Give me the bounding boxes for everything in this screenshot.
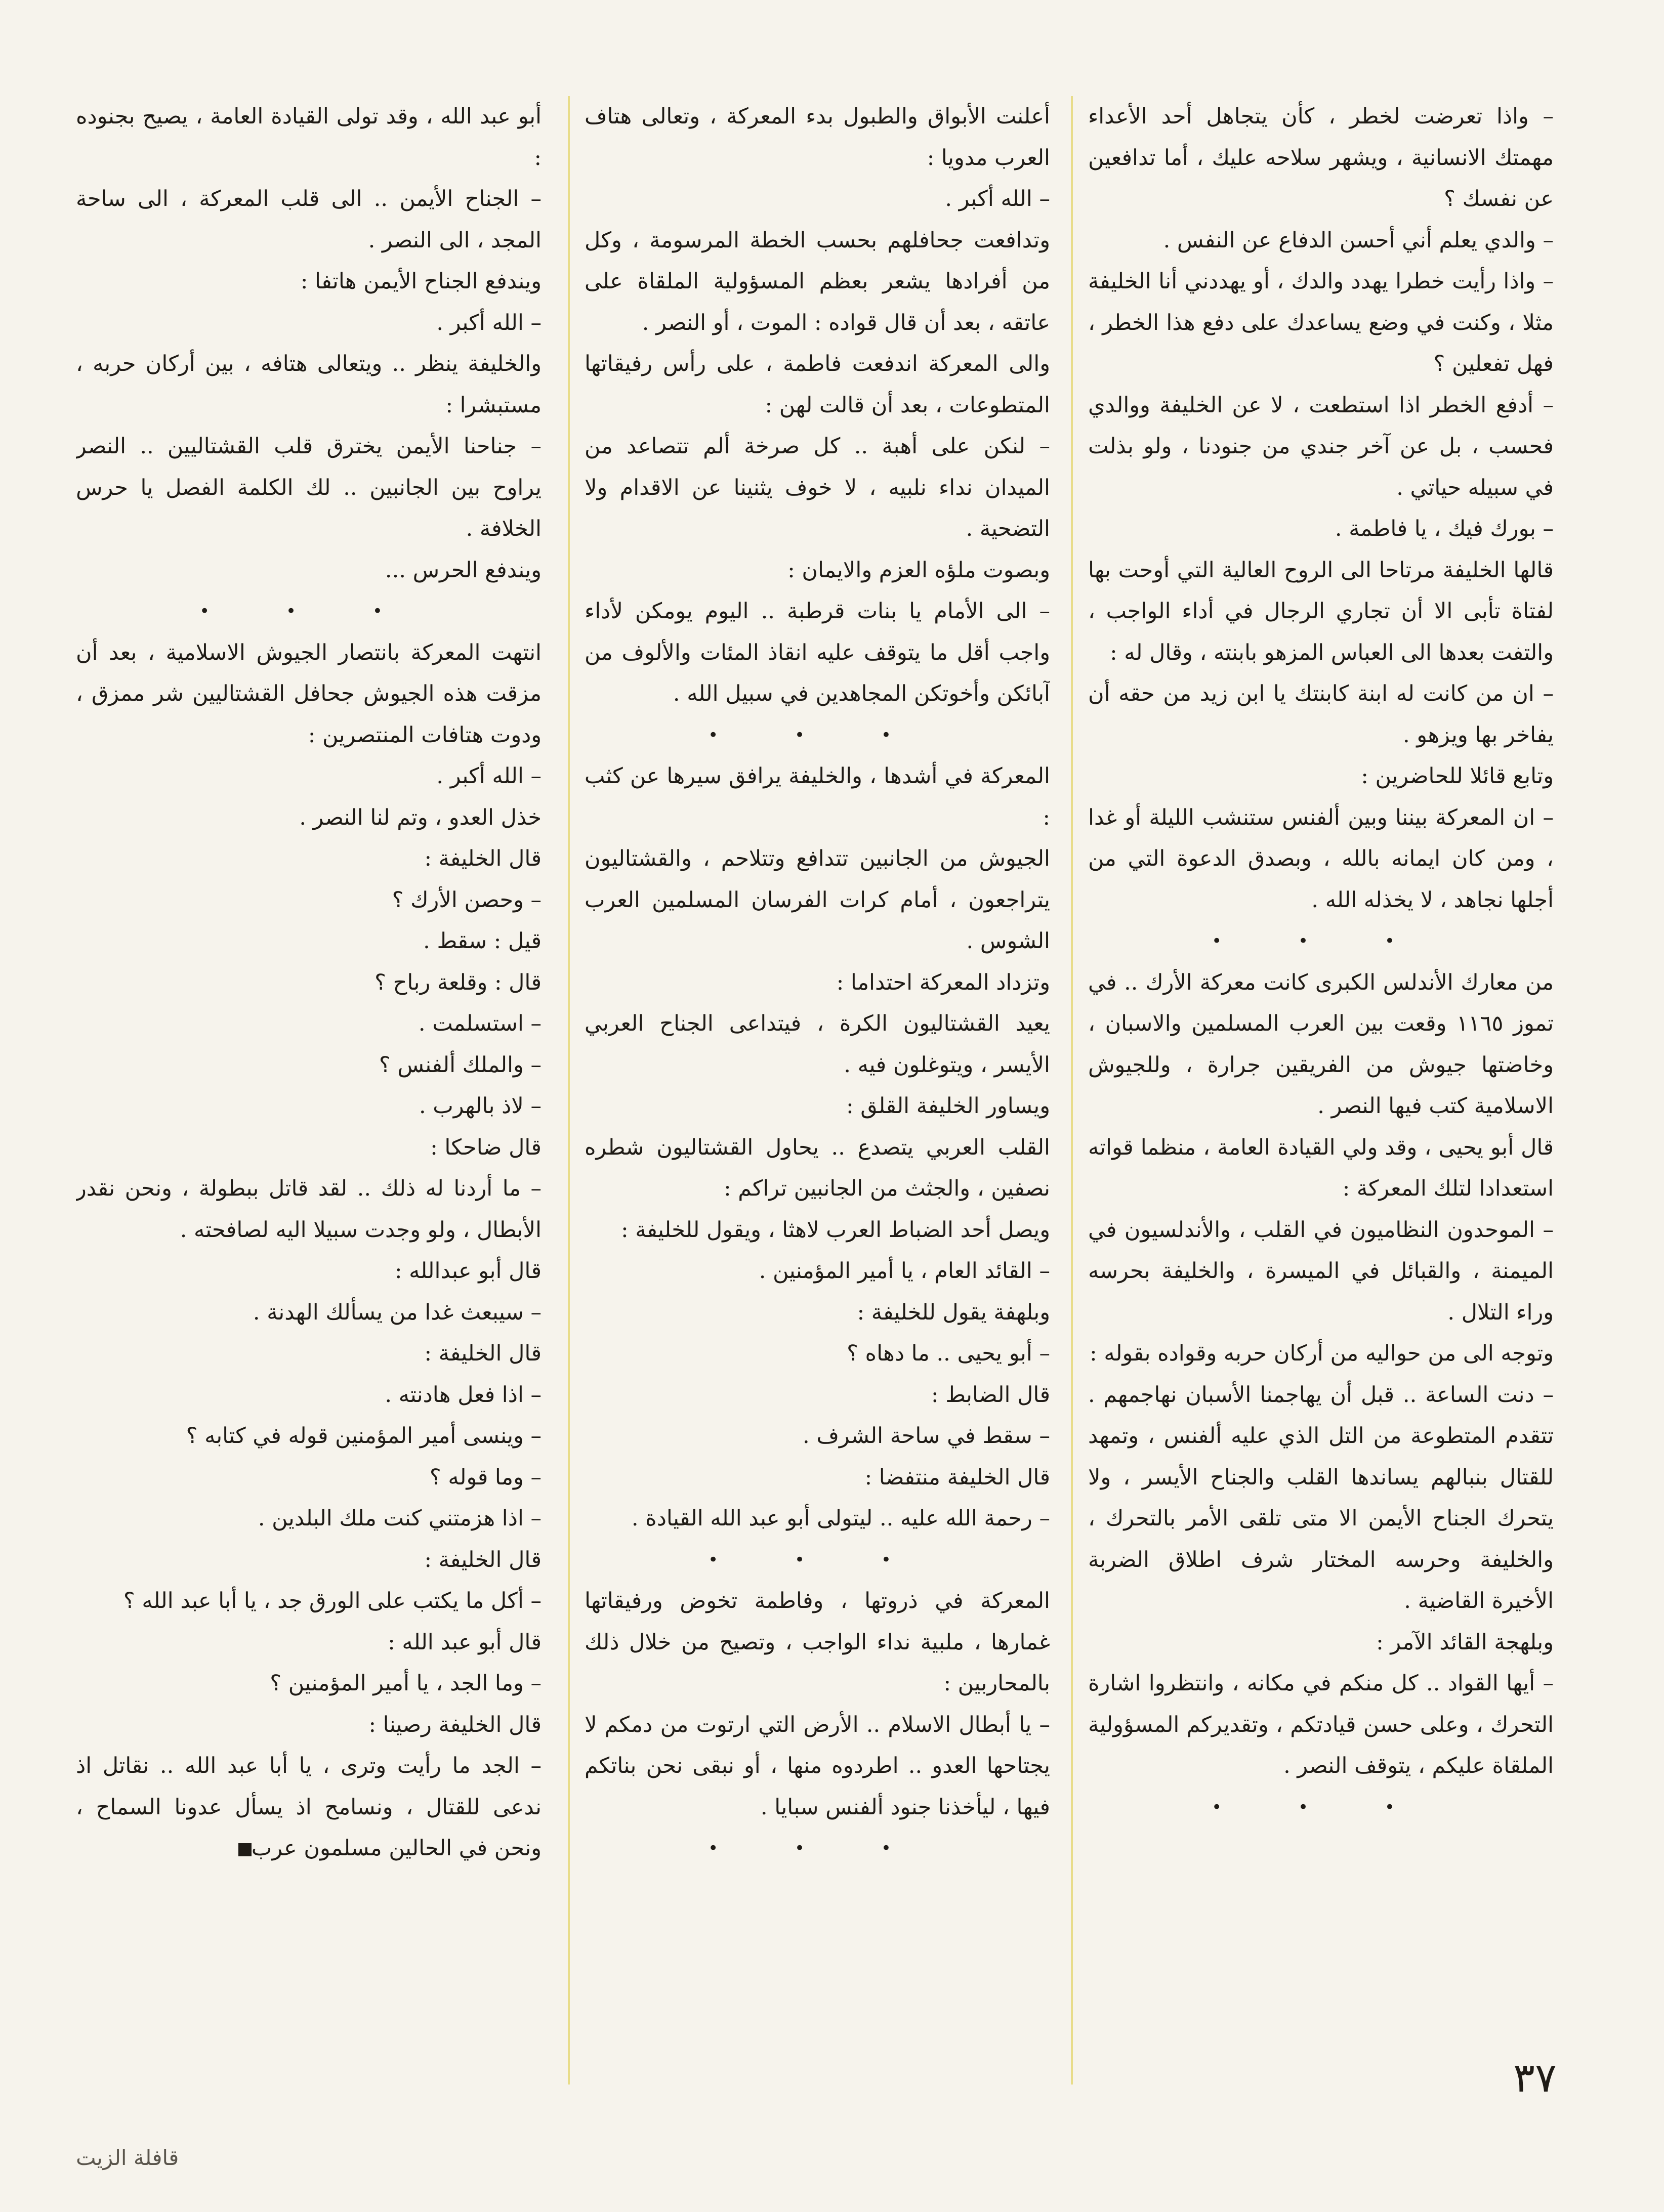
paragraph: انتهت المعركة بانتصار الجيوش الاسلامية ، بعد أن مزقت هذه الجيوش جحافل القشتاليين شر ممزق ، ودوت هتافات المنتصرين : (76, 640, 542, 748)
paragraph: – واذا تعرضت لخطر ، كأن يتجاهل أحد الأعداء مهمتك الانسانية ، ويشهر سلاحه عليك ، أما تدافعين عن نفسك ؟ (1088, 104, 1554, 211)
paragraph: من معارك الأندلس الكبرى كانت معركة الأرك .. في تموز ١١٦٥ وقعت بين العرب المسلمين والاسبان ، وخاضتها جيوش من الفريقين جرارة ، وللجيوش الاسلامية كتب فيها النصر . (1088, 969, 1554, 1119)
paragraph-final-text: – الجد ما رأيت وترى ، يا أبا عبد الله .. نقاتل اذ ندعى للقتال ، ونسامح اذ يسأل عدونا السماح ، ونحن في الحالين مسلمون عرب (76, 1753, 542, 1861)
paragraph: ويساور الخليفة القلق : (846, 1093, 1050, 1119)
section-separator: • • • (1212, 1797, 1430, 1817)
paragraph: قال أبو يحيى ، وقد ولي القيادة العامة ، منظما قواته استعدادا لتلك المعركة : (1088, 1134, 1554, 1201)
column-left (76, 96, 542, 2085)
page-number: ٣٧ (1513, 2054, 1557, 2101)
paragraph: يعيد القشتاليون الكرة ، فيتداعى الجناح العربي الأيسر ، ويتوغلون فيه . (585, 1011, 1050, 1078)
paragraph: – الى الأمام يا بنات قرطبة .. اليوم يومكن لأداء واجب أقل ما يتوقف عليه انقاذ المئات والألوف من آبائكن وأخوتكن المجاهدين في سبيل الله . (585, 599, 1050, 706)
paragraph: – واذا رأيت خطرا يهدد والدك ، أو يهددني أنا الخليفة مثلا ، وكنت في وضع يساعدك على دفع هذا الخطر ، فهل تفعلين ؟ (1088, 269, 1554, 376)
paragraph: – بورك فيك ، يا فاطمة . (1335, 516, 1554, 541)
paragraph: – ان المعركة بيننا وبين ألفنس ستنشب الليلة أو غدا ، ومن كان ايمانه بالله ، وبصدق الدعوة التي من أجلها نجاهد ، لا يخذله الله . (1088, 804, 1554, 913)
paragraph: قال الخليفة : (424, 1341, 542, 1366)
paragraph: قال أبو عبدالله : (394, 1258, 542, 1284)
paragraph: قال ضاحكا : (430, 1134, 542, 1160)
paragraph: – استسلمت . (418, 1011, 542, 1036)
paragraph: الجيوش من الجانبين تتدافع وتتلاحم ، والقشتاليون يتراجعون ، أمام كرات الفرسان المسلمين العرب الشوس . (585, 846, 1050, 954)
end-of-article-mark (238, 1843, 252, 1856)
section-separator: • • • (708, 725, 927, 745)
paragraph: – أدفع الخطر اذا استطعت ، لا عن الخليفة ووالدي فحسب ، بل عن آخر جندي من جنودنا ، ولو بذلت في سبيله حياتي . (1088, 392, 1554, 500)
paragraph: قال : وقلعة رباح ؟ (375, 969, 542, 995)
paragraph: ويندفع الحرس ... (385, 557, 542, 583)
paragraph: قال الخليفة : (424, 846, 542, 871)
paragraph: ويندفع الجناح الأيمن هاتفا : (300, 269, 542, 294)
paragraph: – وما الجد ، يا أمير المؤمنين ؟ (270, 1671, 542, 1696)
paragraph: – اذا فعل هادنته . (385, 1382, 542, 1408)
section-separator: • • • (1212, 931, 1430, 951)
paragraph: وبلهجة القائد الآمر : (1376, 1629, 1554, 1655)
paragraph: – الله أكبر . (945, 186, 1050, 211)
paragraph: المعركة في أشدها ، والخليفة يرافق سيرها عن كثب : (585, 763, 1050, 830)
paragraph: – اذا هزمتني كنت ملك البلدين . (258, 1506, 542, 1531)
paragraph: – أيها القواد .. كل منكم في مكانه ، وانتظروا اشارة التحرك ، وعلى حسن قيادتكم ، وتقديركم المسؤولية الملقاة عليكم ، يتوقف النصر . (1088, 1671, 1554, 1778)
paragraph: قال الخليفة منتفضا : (864, 1464, 1050, 1490)
paragraph: المعركة في ذروتها ، وفاطمة تخوض ورفيقاتها غمارها ، ملبية نداء الواجب ، وتصيح من خلال ذلك بالمحاربين : (585, 1588, 1050, 1696)
paragraph: – وما قوله ؟ (429, 1464, 542, 1490)
paragraph: – ما أردنا له ذلك .. لقد قاتل ببطولة ، ونحن نقدر الأبطال ، ولو وجدت سبيلا اليه لصافحته . (76, 1176, 542, 1243)
paragraph-final (76, 1746, 542, 1869)
paragraph: قالها الخليفة مرتاحا الى الروح العالية التي أوحت بها لفتاة تأبى الا أن تجاري الرجال في أداء الواجب ، والتفت بعدها الى العباس المزهو بابنته ، وقال له : (1088, 557, 1554, 665)
paragraph: – سقط في ساحة الشرف . (803, 1423, 1050, 1449)
paragraph: قال أبو عبد الله : (388, 1629, 542, 1655)
paragraph: وتابع قائلا للحاضرين : (1361, 763, 1554, 789)
paragraph: – سيبعث غدا من يسألك الهدنة . (253, 1299, 542, 1325)
paragraph: وتزداد المعركة احتداما : (836, 969, 1050, 995)
paragraph: – الله أكبر . (436, 310, 542, 335)
paragraph: – الله أكبر . (436, 763, 542, 789)
paragraph: وتدافعت جحافلهم بحسب الخطة المرسومة ، وكل من أفرادها يشعر بعظم المسؤولية الملقاة على عاتقه ، بعد أن قال قواده : الموت ، أو النصر . (585, 227, 1050, 335)
paragraph: – والدي يعلم أني أحسن الدفاع عن النفس . (1163, 227, 1554, 253)
paragraph: وتوجه الى من حواليه من أركان حربه وقواده بقوله : (1090, 1341, 1554, 1366)
paragraph: – ان من كانت له ابنة كابنتك يا ابن زيد من حقه أن يفاخر بها ويزهو . (1088, 681, 1554, 748)
paragraph: – وينسى أمير المؤمنين قوله في كتابه ؟ (186, 1423, 542, 1449)
section-separator: • • • (199, 601, 418, 621)
paragraph: ويصل أحد الضباط العرب لاهثا ، ويقول للخليفة : (621, 1217, 1050, 1243)
paragraph: – رحمة الله عليه .. ليتولى أبو عبد الله القيادة . (631, 1506, 1050, 1531)
paragraph: قال الضابط : (931, 1382, 1050, 1408)
paragraph: – والملك ألفنس ؟ (379, 1052, 542, 1078)
section-separator: • • • (708, 1549, 927, 1570)
paragraph: القلب العربي يتصدع .. يحاول القشتاليون شطره نصفين ، والجثث من الجانبين تراكم : (585, 1134, 1050, 1201)
paragraph: – الجناح الأيمن .. الى قلب المعركة ، الى ساحة المجد ، الى النصر . (76, 186, 542, 253)
paragraph: خذل العدو ، وتم لنا النصر . (299, 804, 542, 830)
paragraph: – الموحدون النظاميون في القلب ، والأندلسيون في الميمنة ، والقبائل في الميسرة ، والخليفة بحرسه وراء التلال . (1088, 1217, 1554, 1325)
paragraph: وبصوت ملؤه العزم والايمان : (787, 557, 1050, 583)
paragraph: – لاذ بالهرب . (419, 1093, 542, 1119)
column-middle (585, 96, 1050, 2085)
paragraph: – يا أبطال الاسلام .. الأرض التي ارتوت من دمكم لا يجتاحها العدو .. اطردوه منها ، أو نبقى نحن بناتكم فيها ، ليأخذنا جنود ألفنس سبايا . (585, 1712, 1050, 1820)
paragraph: – لنكن على أهبة .. كل صرخة ألم تتصاعد من الميدان نداء نلبيه ، لا خوف يثنينا عن الاقدام ولا التضحية . (585, 434, 1050, 541)
paragraph: أبو عبد الله ، وقد تولى القيادة العامة ، يصيح بجنوده : (76, 104, 542, 171)
paragraph: والى المعركة اندفعت فاطمة ، على رأس رفيقاتها المتطوعات ، بعد أن قالت لهن : (585, 351, 1050, 418)
paragraph: – أكل ما يكتب على الورق جد ، يا أبا عبد الله ؟ (123, 1588, 542, 1613)
column-right (1088, 96, 1554, 2085)
paragraph: وبلهفة يقول للخليفة : (857, 1299, 1050, 1325)
paragraph: قال الخليفة رصينا : (368, 1712, 542, 1737)
paragraph: – وحصن الأرك ؟ (392, 887, 542, 913)
paragraph: قيل : سقط . (423, 928, 542, 954)
footer-magazine-name: قافلة الزيت (76, 2145, 179, 2170)
paragraph: – القائد العام ، يا أمير المؤمنين . (759, 1258, 1050, 1284)
column-rule (568, 96, 570, 2085)
paragraph: – جناحنا الأيمن يخترق قلب القشتاليين .. النصر يراوح بين الجانبين .. لك الكلمة الفصل يا حرس الخلافة . (76, 434, 542, 541)
column-rule (1071, 96, 1073, 2085)
section-separator: • • • (708, 1838, 927, 1858)
paragraph: – أبو يحيى .. ما دهاه ؟ (847, 1341, 1050, 1366)
paragraph: – دنت الساعة .. قبل أن يهاجمنا الأسبان نهاجمهم . تتقدم المتطوعة من التل الذي عليه ألفنس ، وتمهد للقتال بنبالهم يساندها القلب والجناح الأيسر ، ولا يتحرك الجناح الأيمن الا متى تلقى الأمر بالتحرك ، والخليفة وحرسه المختار شرف اطلاق الضربة الأخيرة القاضية . (1088, 1382, 1554, 1613)
paragraph: والخليفة ينظر .. ويتعالى هتافه ، بين أركان حربه ، مستبشرا : (76, 351, 542, 418)
paragraph: أعلنت الأبواق والطبول بدء المعركة ، وتعالى هتاف العرب مدويا : (585, 104, 1050, 171)
paragraph: قال الخليفة : (424, 1547, 542, 1572)
